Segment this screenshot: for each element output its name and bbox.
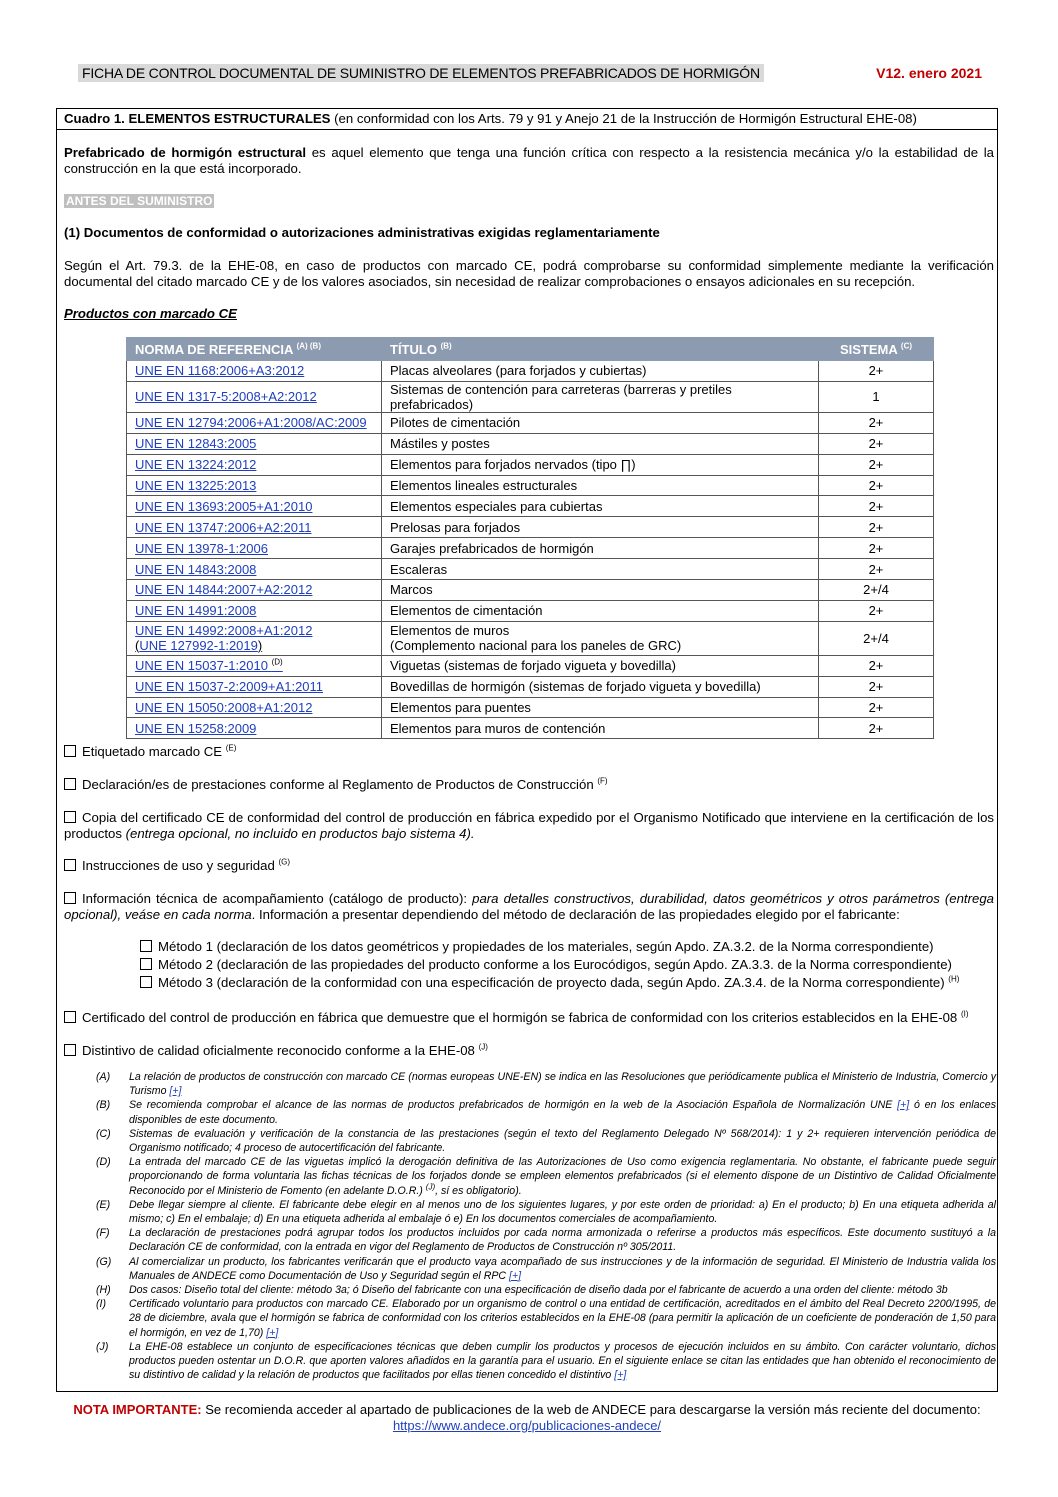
check-declaracion-label: Declaración/es de prestaciones conforme al Reglamento de Productos de Construcción	[82, 777, 594, 792]
footnote-text: Dos casos: Diseño total del cliente: método 3a; ó Diseño del fabricante con una especificación de diseño dada por el fabricante de acuerdo a una orden del cliente: método 3b	[129, 1284, 948, 1297]
norm-title: Marcos	[382, 580, 819, 601]
table-row	[127, 412, 934, 433]
norm-system: 2+	[819, 517, 934, 538]
footer-text: Se recomienda acceder al apartado de publicaciones de la web de ANDECE para descargarse la versión más reciente del documento:	[201, 1402, 981, 1417]
norm-system: 2+	[819, 676, 934, 697]
checkbox[interactable]	[64, 811, 76, 823]
table-row	[127, 381, 934, 412]
table-row	[127, 697, 934, 718]
norm-system: 2+/4	[819, 621, 934, 655]
checkbox[interactable]	[64, 1011, 76, 1023]
table-row	[127, 718, 934, 739]
norm-system: 2+	[819, 559, 934, 580]
checkbox[interactable]	[64, 892, 76, 904]
check-copia-label: Copia del certificado CE de conformidad del control de producción en fábrica expedido por el Organismo Notificado que interviene en la certificación de los productos	[64, 810, 994, 841]
footnote-link[interactable]: [+]	[614, 1369, 627, 1382]
norm-title-muros-main: Elementos de muros	[390, 623, 510, 639]
norm-system: 2+	[819, 433, 934, 454]
norm-system: 2+	[819, 718, 934, 739]
norm-link[interactable]: UNE EN 13693:2005+A1:2010	[127, 496, 382, 517]
check-metodo1	[140, 939, 996, 955]
norm-link[interactable]: UNE EN 1168:2006+A3:2012	[127, 361, 382, 382]
check-distintivo	[64, 1043, 994, 1059]
check-certificado-label: Certificado del control de producción en fábrica que demuestre que el hormigón se fabrica de conformidad con los criterios establecidos en la EHE-08	[82, 1010, 958, 1025]
norm-link-viguetas-sup: (D)	[271, 657, 283, 667]
norm-system: 2+	[819, 600, 934, 621]
footer-important: NOTA IMPORTANTE:	[73, 1402, 202, 1417]
intro-bold: Prefabricado de hormigón estructural	[64, 145, 307, 160]
norm-link[interactable]: UNE EN 13978-1:2006	[127, 538, 382, 559]
norm-title: Garajes prefabricados de hormigón	[382, 538, 819, 559]
check-metodo2	[140, 957, 996, 973]
table-row	[127, 600, 934, 621]
check-metodo2-label: Método 2 (declaración de las propiedades del producto conforme a los Eurocódigos, según Apdo. ZA.3.3. de la Norma correspondiente)	[158, 957, 952, 972]
norm-link-muros-complement[interactable]: UNE 127992-1:2019	[139, 638, 258, 654]
norm-system: 2+	[819, 655, 934, 676]
footnote-tail: , sí es obligatorio).	[435, 1184, 522, 1197]
check-info	[64, 891, 994, 923]
footnote-key: (J)	[96, 1340, 109, 1353]
norm-system: 2+	[819, 454, 934, 475]
norm-link[interactable]: UNE EN 14844:2007+A2:2012	[127, 580, 382, 601]
footnote-key: (D)	[96, 1156, 111, 1169]
check-metodo3	[140, 975, 996, 991]
norm-link[interactable]: UNE EN 14991:2008	[127, 600, 382, 621]
footnote-tail: ó en los enlaces disponibles de este documento.	[129, 1099, 996, 1126]
footnote	[96, 1070, 996, 1098]
norm-link[interactable]: UNE EN 15258:2009	[127, 718, 382, 739]
footnote-key: (C)	[96, 1127, 111, 1140]
norm-system: 2+	[819, 412, 934, 433]
norm-system: 2+	[819, 538, 934, 559]
header-title	[382, 338, 819, 361]
norm-title: Escaleras	[382, 559, 819, 580]
check-instrucciones-sup: (G)	[278, 857, 291, 867]
conformity-paragraph: Según el Art. 79.3. de la EHE-08, en caso de productos con marcado CE, podrá comprobarse su conformidad simplemente mediante la verificación documental del citado marcado CE y de los valores asociados, sin necesidad de realizar comprobaciones o ensayos adicionales en su recepción.	[64, 258, 994, 289]
norm-system: 1	[819, 381, 934, 412]
check-info-label: Información técnica de acompañamiento (catálogo de producto):	[82, 891, 473, 906]
subsection-title: (1) Documentos de conformidad o autorizaciones administrativas exigidas reglamentariamente	[64, 225, 660, 240]
frame-divider	[57, 129, 997, 130]
document-version: V12. enero 2021	[876, 65, 982, 81]
table-row	[127, 496, 934, 517]
norm-link[interactable]: UNE EN 13747:2006+A2:2011	[127, 517, 382, 538]
norm-link[interactable]: UNE EN 1317-5:2008+A2:2012	[127, 381, 382, 412]
check-info-tail: . Información a presentar dependiendo del método de declaración de las propiedades elegido por el fabricante:	[251, 907, 900, 922]
footnote-link[interactable]: [+]	[266, 1326, 279, 1339]
footnote-link[interactable]: [+]	[509, 1269, 522, 1282]
footnotes	[96, 1070, 996, 1382]
check-instrucciones-label: Instrucciones de uso y seguridad	[82, 858, 275, 873]
footnote-key: (E)	[96, 1198, 111, 1211]
intro-rest: es aquel elemento que tenga una función crítica con respecto a la resistencia mecánica y/o la estabilidad de la construcción en la que está incorporado.	[64, 145, 994, 176]
footnote-link[interactable]: [+]	[897, 1099, 910, 1112]
footnote-sup: (J)	[425, 1182, 436, 1192]
table-row	[127, 454, 934, 475]
norm-link[interactable]: UNE EN 13225:2013	[127, 475, 382, 496]
norm-link[interactable]: UNE EN 14843:2008	[127, 559, 382, 580]
page-header	[78, 64, 982, 86]
check-copia	[64, 810, 994, 842]
header-ref-sup: (A) (B)	[296, 341, 321, 351]
norm-link[interactable]: UNE EN 13224:2012	[127, 454, 382, 475]
footer-note	[56, 1402, 998, 1434]
checkbox[interactable]	[64, 1044, 76, 1056]
section-antes	[64, 193, 214, 209]
norm-link[interactable]: UNE EN 15037-2:2009+A1:2011	[127, 676, 382, 697]
check-etiquetado-sup: (E)	[225, 743, 237, 753]
norm-title: Mástiles y postes	[382, 433, 819, 454]
norm-title: Elementos para forjados nervados (tipo ∏)	[382, 454, 819, 475]
norm-system: 2+/4	[819, 580, 934, 601]
header-title-label: TÍTULO	[390, 341, 437, 357]
norm-title: Elementos de cimentación	[382, 600, 819, 621]
section-tag: ANTES DEL SUMINISTRO	[66, 194, 213, 208]
norm-system: 2+	[819, 697, 934, 718]
header-ref-label: NORMA DE REFERENCIA	[135, 341, 293, 357]
header-title-sup: (B)	[440, 341, 452, 351]
checkbox[interactable]	[64, 778, 76, 790]
header-ref	[127, 338, 382, 361]
table-row	[127, 580, 934, 601]
footnote-key: (I)	[96, 1298, 106, 1311]
footnote-text: Certificado voluntario para productos con marcado CE. Elaborado por un organismo de control o una entidad de certificación, acreditados en el ámbito del Real Decreto 2200/1995, de 28 de diciembre, avala que el hormigón se fabrica de conformidad con los criterios establecidos en la EHE-08 (para permitir la aplicación de un coeficiente de ponderación de 1,50 para el hormigón, en vez de 1,70)	[129, 1298, 996, 1339]
header-system	[819, 338, 934, 361]
checkbox[interactable]	[64, 745, 76, 757]
check-distintivo-label: Distintivo de calidad oficialmente reconocido conforme a la EHE-08	[82, 1043, 475, 1058]
check-etiquetado	[64, 744, 994, 760]
footnote	[96, 1340, 996, 1383]
footnote	[96, 1226, 996, 1254]
footnote-key: (G)	[96, 1255, 112, 1268]
cuadro-title	[64, 111, 994, 127]
norm-link[interactable]: UNE EN 12794:2006+A1:2008/AC:2009	[127, 412, 382, 433]
table-row	[127, 517, 934, 538]
footnote-text: Al comercializar un producto, los fabricantes verificarán que el producto vaya acompañado de sus instrucciones y de la información de seguridad. El Ministerio de Industria valida los Manuales de ANDECE como Documentación de Uso y Seguridad según el RPC	[129, 1255, 996, 1282]
footnote	[96, 1098, 996, 1126]
footnote-text: Se recomienda comprobar el alcance de las normas de productos prefabricados de hormigón en la web de la Asociación Española de Normalización UNE	[129, 1099, 898, 1112]
table-row	[127, 676, 934, 697]
table-row-muros	[127, 621, 934, 655]
norm-title: Sistemas de contención para carreteras (barreras y pretiles prefabricados)	[382, 381, 819, 412]
norm-link[interactable]	[127, 655, 382, 676]
norm-title: Prelosas para forjados	[382, 517, 819, 538]
check-certificado-sup: (I)	[960, 1009, 969, 1019]
table-row	[127, 655, 934, 676]
footnote-text: La EHE-08 establece un conjunto de especificaciones técnicas que deben cumplir los productos y procesos de ejecución incluidos en su ámbito. Con carácter voluntario, dichos productos pueden ostentar un D.O.R. que aporten valores añadidos en la garantía para el usuario. En el siguiente enlace se citan las entidades que han obtenido el reconocimiento de su distintivo de calidad y la relación de productos que facilitados por ellas tienen concedido el distintivo	[129, 1340, 996, 1382]
table-row	[127, 433, 934, 454]
footnote-key: (F)	[96, 1227, 110, 1240]
footnote	[96, 1127, 996, 1155]
norm-title: Placas alveolares (para forjados y cubiertas)	[382, 361, 819, 382]
footnote	[96, 1283, 996, 1297]
norm-title: Pilotes de cimentación	[382, 412, 819, 433]
cuadro-title-rest: (en conformidad con los Arts. 79 y 91 y Anejo 21 de la Instrucción de Hormigón Estructural EHE-08)	[330, 111, 917, 126]
norm-title-muros-complement: (Complemento nacional para los paneles de GRC)	[390, 638, 682, 654]
footnote-text: Sistemas de evaluación y verificación de la constancia de las prestaciones (según el texto del Reglamento Delegado Nº 568/2014): 1 y 2+ requieren intervención periódica de Organismo notificado; 4 proceso de autocertificación del fabricante.	[129, 1127, 996, 1155]
footnote-text: La declaración de prestaciones podrá agrupar todos los productos incluidos por cada norma armonizada o referirse a productos más específicos. Este documento sustituyó a la Declaración CE de conformidad, con la entrada en vigor del Reglamento de Productos de Construcción nº 305/2011.	[129, 1227, 996, 1254]
checkbox[interactable]	[140, 976, 152, 988]
check-metodo3-label: Método 3 (declaración de la conformidad con una especificación de proyecto dada, según Apdo. ZA.3.4. de la Norma correspondiente)	[158, 975, 945, 990]
norm-title: Viguetas (sistemas de forjado vigueta y bovedilla)	[382, 655, 819, 676]
norm-title: Elementos para puentes	[382, 697, 819, 718]
norm-system: 2+	[819, 496, 934, 517]
check-etiquetado-label: Etiquetado marcado CE	[82, 744, 223, 759]
header-system-label: SISTEMA	[839, 341, 898, 357]
check-certificado	[64, 1010, 994, 1026]
table-row	[127, 538, 934, 559]
check-declaracion-sup: (F)	[597, 776, 608, 786]
footnote-key: (H)	[96, 1284, 111, 1297]
cuadro-title-bold: Cuadro 1. ELEMENTOS ESTRUCTURALES	[64, 111, 331, 126]
table-row	[127, 475, 934, 496]
norm-link[interactable]: UNE EN 15050:2008+A1:2012	[127, 697, 382, 718]
check-declaracion	[64, 777, 994, 793]
footnote-text: La entrada del marcado CE de las viguetas implicó la derogación definitiva de las Autorizaciones de Uso como exigencia reglamentaria. No obstante, el fabricante puede seguir proporcionando de forma voluntaria las fichas técnicas de los forjados donde se empleen elementos prefabricados (si el elemento dispone de un Distintivo de Calidad Oficialmente Reconocido por el Ministerio de Fomento (en adelante D.O.R.)	[129, 1156, 996, 1197]
check-info-italic: para detalles constructivos, durabilidad, datos geométricos y otros parámetros (entrega opcional), veáse en cada norma	[64, 891, 994, 922]
footnote	[96, 1155, 996, 1198]
check-instrucciones	[64, 858, 994, 874]
table-row	[127, 559, 934, 580]
norm-system: 2+	[819, 475, 934, 496]
checkbox[interactable]	[64, 859, 76, 871]
footnote-link[interactable]: [+]	[169, 1085, 182, 1098]
norm-title: Elementos especiales para cubiertas	[382, 496, 819, 517]
check-distintivo-sup: (J)	[478, 1042, 488, 1052]
norm-link-muros-main[interactable]: UNE EN 14992:2008+A1:2012	[135, 623, 313, 639]
footer-url-link[interactable]: https://www.andece.org/publicaciones-andece/	[392, 1418, 662, 1433]
intro-paragraph	[64, 145, 994, 177]
table-row	[127, 361, 934, 382]
norm-link[interactable]: UNE EN 12843:2005	[127, 433, 382, 454]
norm-title-muros	[382, 621, 819, 655]
footnote-key: (B)	[96, 1099, 111, 1112]
norm-title: Bovedillas de hormigón (sistemas de forjado vigueta y bovedilla)	[382, 676, 819, 697]
norm-system: 2+	[819, 361, 934, 382]
norm-link-muros[interactable]: UNE EN 14992:2008+A1:2012 (UNE 127992-1:2019)	[127, 621, 382, 655]
footnote-key: (A)	[96, 1071, 111, 1083]
checkbox[interactable]	[140, 958, 152, 970]
norm-link-viguetas[interactable]: UNE EN 15037-1:2010	[135, 658, 268, 674]
checkbox[interactable]	[140, 940, 152, 952]
check-copia-italic: (entrega opcional, no incluido en productos bajo sistema 4).	[125, 826, 475, 841]
header-system-sup: (C)	[900, 341, 913, 351]
norm-title: Elementos para muros de contención	[382, 718, 819, 739]
footnote	[96, 1198, 996, 1226]
norm-title: Elementos lineales estructurales	[382, 475, 819, 496]
check-metodo1-label: Método 1 (declaración de los datos geométricos y propiedades de los materiales, según Apdo. ZA.3.2. de la Norma correspondiente)	[158, 939, 934, 954]
document-title: FICHA DE CONTROL DOCUMENTAL DE SUMINISTRO DE ELEMENTOS PREFABRICADOS DE HORMIGÓN	[78, 64, 764, 82]
footnote-text: Debe llegar siempre al cliente. El fabricante debe elegir en al menos uno de los siguientes lugares, y por este orden de prioridad: a) En el producto; b) En una etiqueta adherida al mismo; c) En el embalaje; d) En una etiqueta adherida al embalaje ó e) En los documentos comerciales de acompañamiento.	[129, 1198, 996, 1226]
norms-table	[126, 337, 934, 739]
check-metodo3-sup: (H)	[948, 974, 960, 984]
products-heading: Productos con marcado CE	[64, 306, 237, 321]
footnote	[96, 1255, 996, 1283]
table-header-row	[127, 338, 934, 361]
footnote	[96, 1297, 996, 1340]
footnote-text: La relación de productos de construcción con marcado CE (normas europeas UNE-EN) se indica en las Resoluciones que periódicamente publica el Ministerio de Industria, Comercio y Turismo	[129, 1071, 996, 1098]
